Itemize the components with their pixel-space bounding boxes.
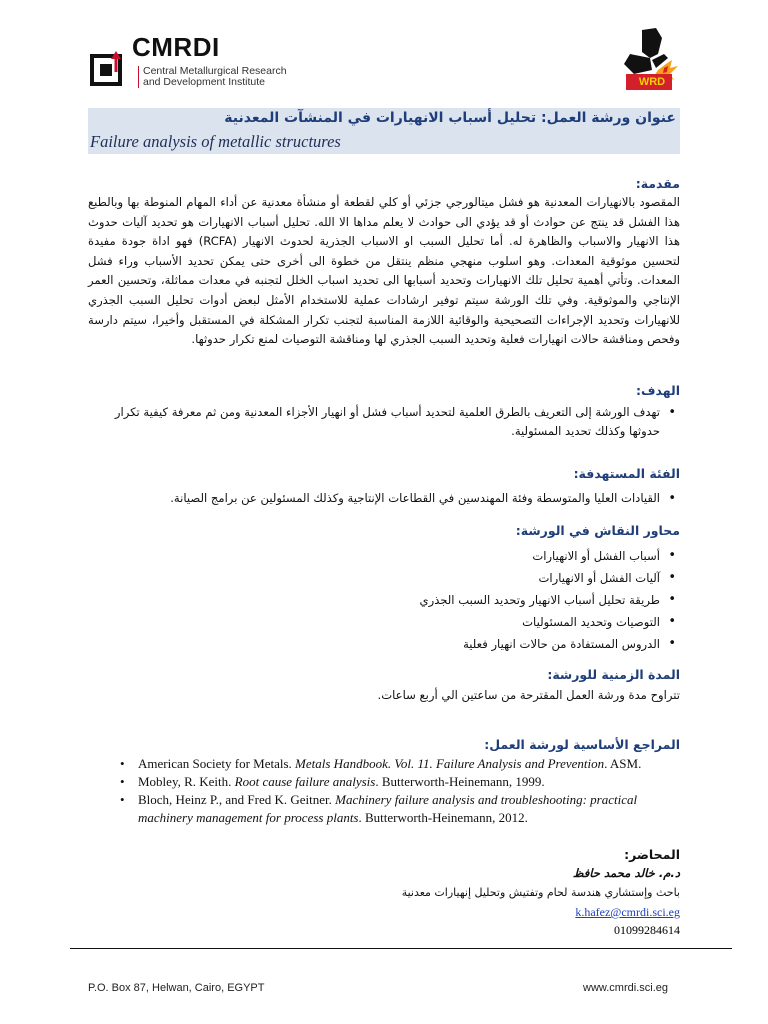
reference-item [110,773,690,791]
title-band [88,108,680,154]
audience-heading: الفئة المستهدفة: [573,466,680,481]
lecturer-position: باحث وإستشاري هندسة لحام وتفتيش وتحليل إنهيارات معدنية [401,886,680,899]
audience-item: • القيادات العليا والمتوسطة وفئة المهندسين في القطاعات الإنتاجية وكذلك المسئولين عن برامج الصيانة. [88,489,680,508]
cmrdi-logo-mark-icon [90,50,126,86]
audience-list [88,489,680,508]
reference-title: Machinery failure analysis and troubleshooting: practical machinery management for process plants [138,792,638,825]
goal-heading: الهدف: [636,383,680,398]
reference-publisher: . Butterworth-Heinemann, 2012. [358,810,528,825]
reference-item [110,791,690,827]
wrd-label: WRD [638,76,666,88]
wrd-logo [612,24,684,96]
duration-text: تتراوح مدة ورشة العمل المقترحة من ساعتين الي أربع ساعات. [377,688,680,702]
lecturer-phone: 01099284614 [614,923,680,937]
reference-authors: Mobley, R. Keith. [138,774,235,789]
footer-address: P.O. Box 87, Helwan, Cairo, EGYPT [88,982,265,994]
cmrdi-subtitle-line-1: Central Metallurgical Research [143,65,287,77]
title-arabic: عنوان ورشة العمل: تحليل أسباب الانهيارات في المنشآت المعدنية [224,110,676,126]
topics-heading: محاور النقاش في الورشة: [515,523,680,538]
reference-title: Metals Handbook. Vol. 11. Failure Analysis and Prevention [295,756,605,771]
topic-item: • أسباب الفشل أو الانهيارات [240,545,680,567]
cmrdi-subtitle-line-2: and Development Institute [143,76,265,88]
intro-paragraph: المقصود بالانهيارات المعدنية هو فشل ميتالورجي جزئي أو كلي لقطعة أو منشأة معدنية عن أداء المهام المنوطة بها وبالطبع هذا الفشل قد ينتج عن حوادث أو قد يؤدي الى حوادث لا يعلم مداها الا الله. تحليل أسباب الانهيارات هو تحديد آليات حدوث هذا الانهيار والاسباب والظاهرة له. أما تحليل السبب او الاسباب الجذرية لحدوث الانهيار (RCFA) فهو اداة جودة مفيدة لتحسين موثوقية المعدات. وهو اسلوب منهجي منظم ينتقل من خطوة الى أخرى حتى يمكن تحديد الأسباب وراء فشل المعدات. وتأتي أهمية تحليل تلك الانهيارات وتحديد أسبابها الى تحديد اسباب الخلل لتجنبه في معدات مماثلة، وتحسين العمر الإنتاجي والموثوقية. وفي تلك الورشة سيتم توفير ارشادات عملية للاستخدام الأمثل لبعض أدوات تحليل السبب الجذري للانهيارات وتحديد الإجراءات التصحيحية والوقائية اللازمة المناسبة لتجنب تكرار المشكلة في المستقبل وأخيرا، سيتم دارسة وفحص ومناقشة حالات انهيارات فعلية وتحديد السبب الجذري لها ومناقشة التوصيات لمنع تكرار حدوثها. [88,195,680,347]
goal-item: • تهدف الورشة إلى التعريف بالطرق العلمية لتحديد أسباب فشل أو انهيار الأجزاء المعدنية ومن ثم معرفة كيفية تكرار حدوثها وكذلك تحديد المسئولية. [88,403,680,441]
topic-item: • آليات الفشل أو الانهيارات [240,567,680,589]
cmrdi-name: CMRDI [132,32,220,62]
reference-authors: American Society for Metals. [138,756,296,771]
duration-heading: المدة الزمنية للورشة: [547,667,680,682]
reference-publisher: . ASM. [604,756,642,771]
intro-heading: مقدمة: [635,176,680,191]
cmrdi-subtitle [138,66,287,88]
cmrdi-logo [88,30,288,92]
references-heading: المراجع الأساسية لورشة العمل: [484,737,680,752]
footer-website-link[interactable]: www.cmrdi.sci.eg [583,982,668,994]
references-list [110,755,690,827]
topic-item: • التوصيات وتحديد المسئوليات [240,611,680,633]
reference-publisher: . Butterworth-Heinemann, 1999. [375,774,545,789]
lecturer-email-link[interactable]: k.hafez@cmrdi.sci.eg [575,905,680,919]
reference-authors: Bloch, Heinz P., and Fred K. Geitner. [138,792,336,807]
topic-item: • الدروس المستفادة من حالات انهيار فعلية [240,633,680,655]
lecturer-name: د.م. خالد محمد حافظ [572,866,680,880]
goal-list [88,403,680,441]
reference-title: Root cause failure analysis [234,774,376,789]
footer-divider [70,948,732,949]
title-english: Failure analysis of metallic structures [90,132,341,151]
reference-item [110,755,690,773]
topics-list [240,545,680,655]
topic-item: • طريقة تحليل أسباب الانهيار وتحديد السبب الجذري [240,589,680,611]
lecturer-heading: المحاضر: [624,847,680,862]
